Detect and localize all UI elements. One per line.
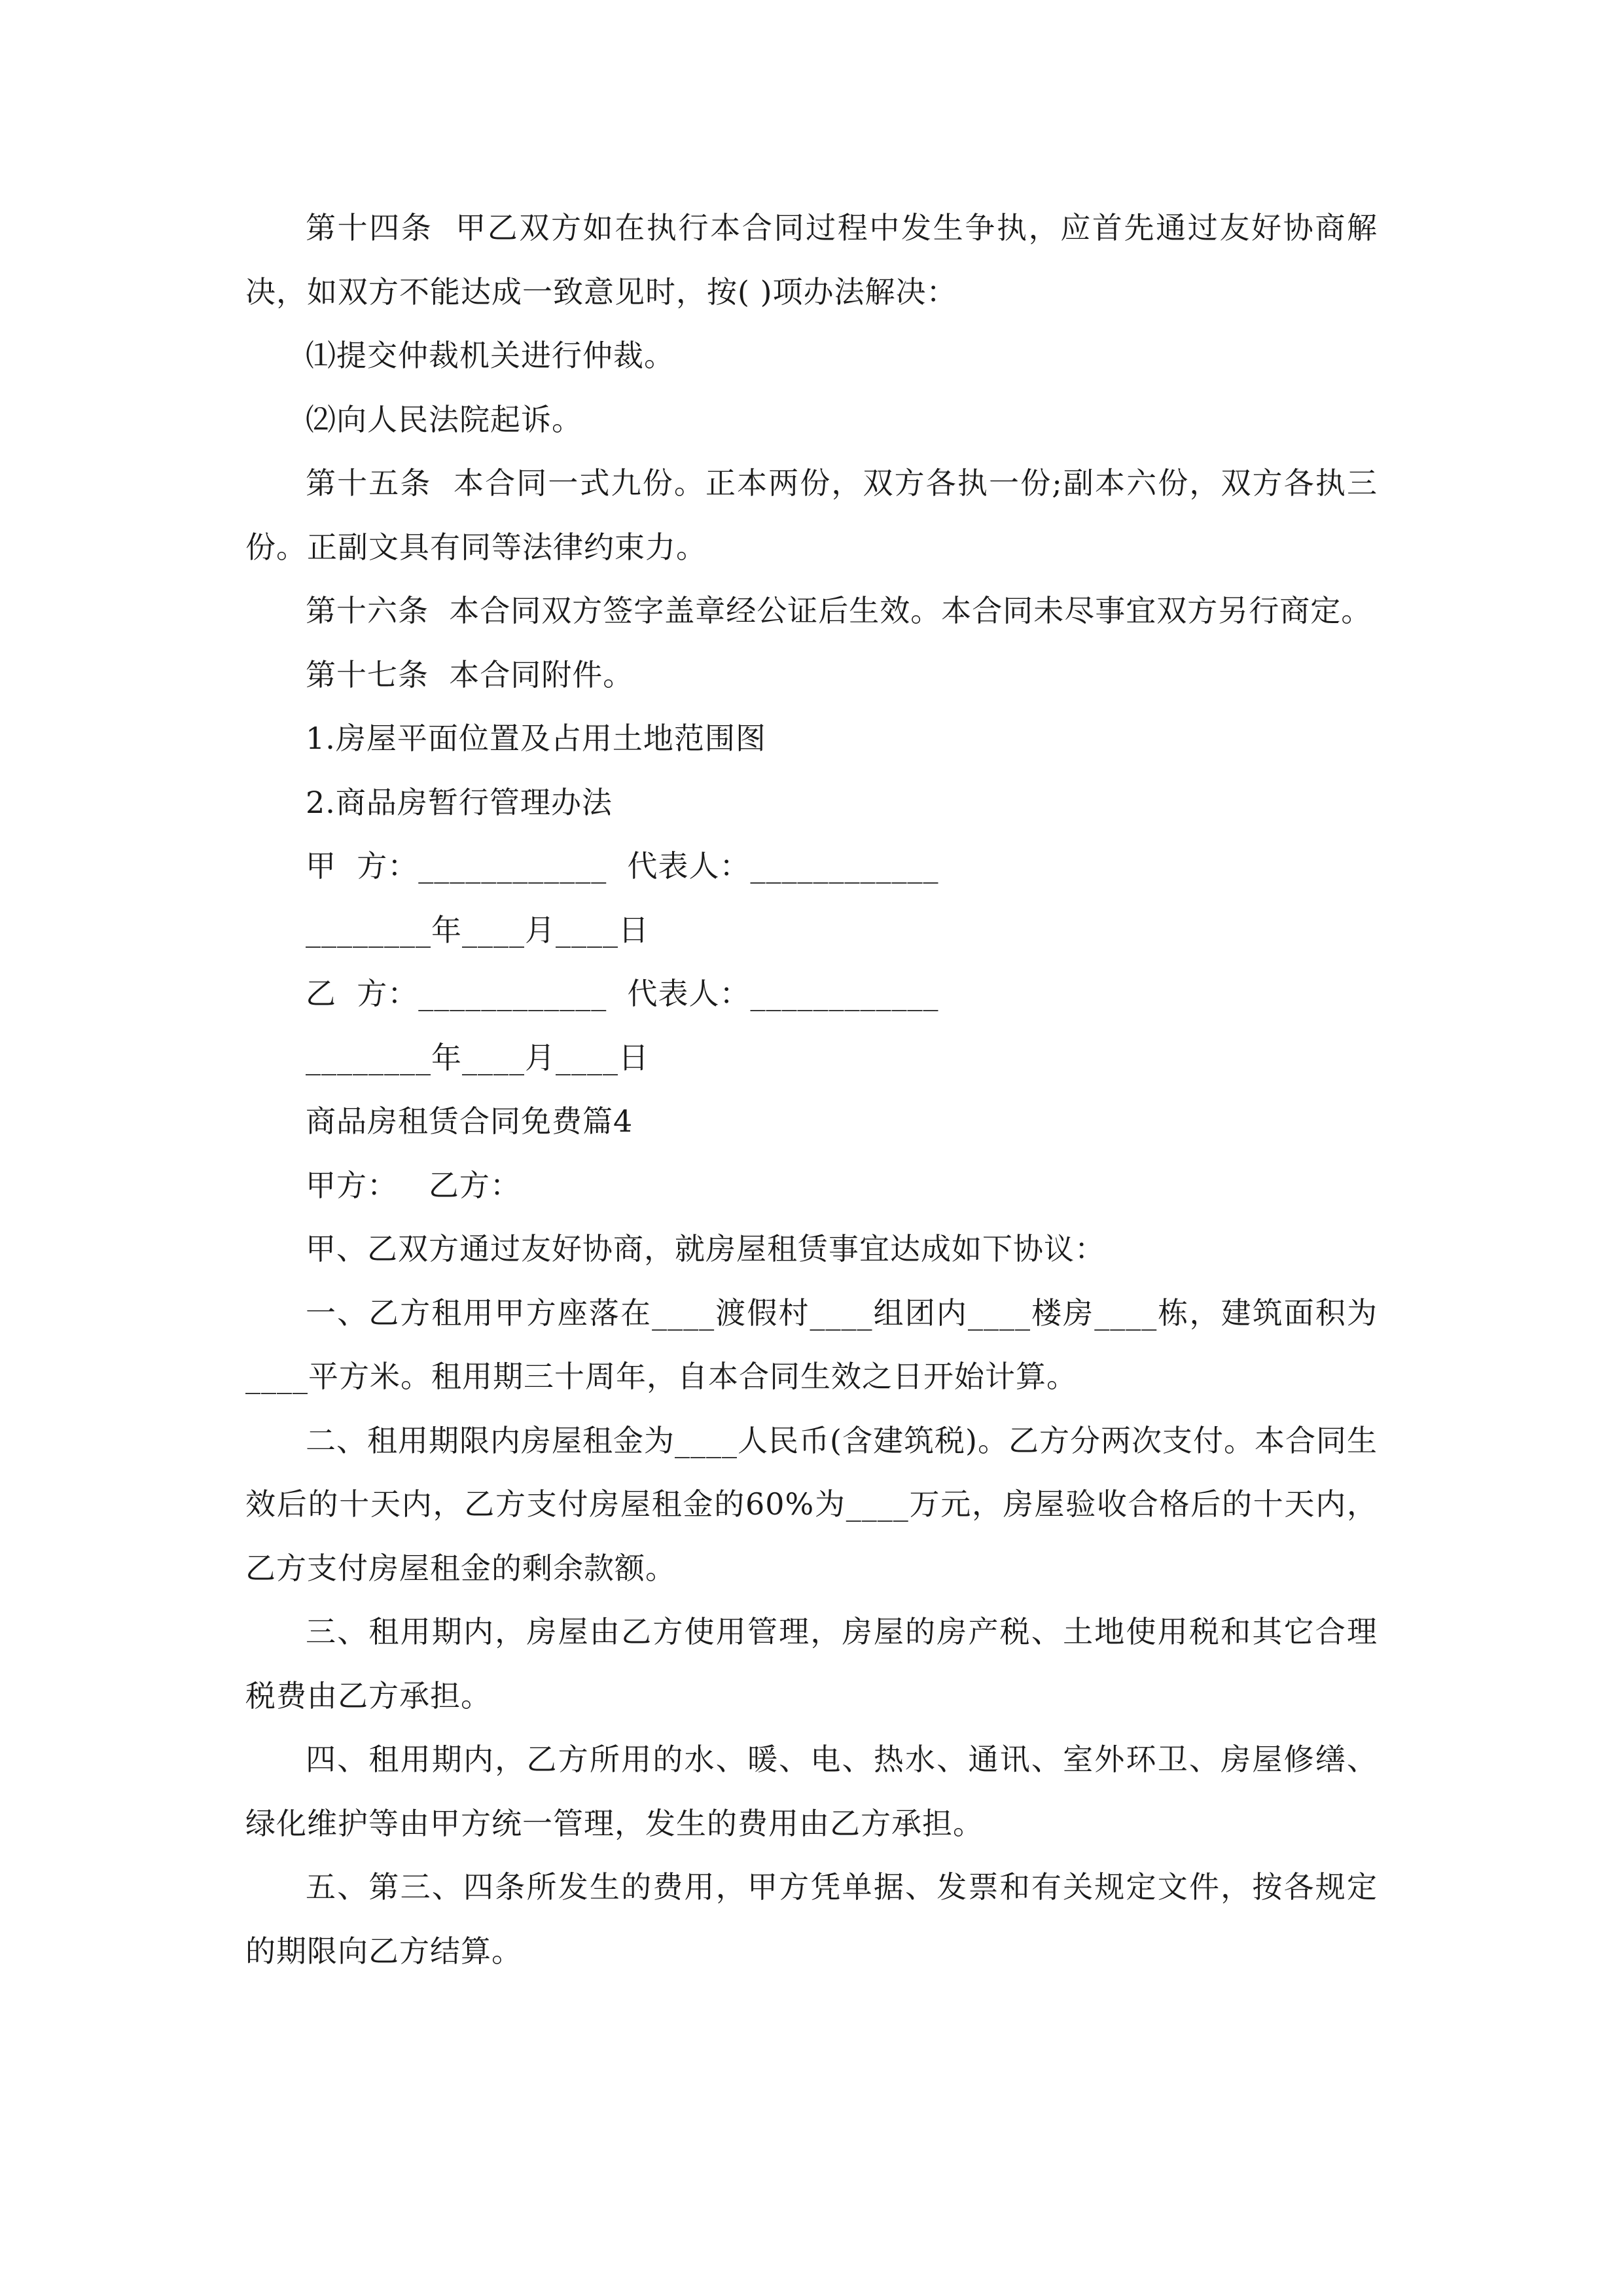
attachment-1: 1.房屋平面位置及占用土地范围图	[306, 721, 766, 756]
document-page	[245, 196, 1378, 1983]
article-5: 五、第三、四条所发生的费用，甲方凭单据、发票和有关规定文件，按各规定的期限向乙方结算。	[245, 1869, 1378, 1969]
agreement-intro: 甲、乙双方通过友好协商，就房屋租赁事宜达成如下协议：	[306, 1231, 1105, 1266]
party-b-signature-line: 乙 方：____________ 代表人：____________	[306, 976, 939, 1011]
article-3: 三、租用期内，房屋由乙方使用管理，房屋的房产税、土地使用税和其它合理税费由乙方承担。	[245, 1614, 1378, 1713]
article-4: 四、租用期内，乙方所用的水、暖、电、热水、通讯、室外环卫、房屋修缮、绿化维护等由甲方统一管理，发生的费用由乙方承担。	[245, 1742, 1378, 1841]
section-title: 商品房租赁合同免费篇4	[306, 1103, 633, 1139]
clause-15: 第十五条 本合同一式九份。正本两份，双方各执一份;副本六份，双方各执三份。正副文具有同等法律约束力。	[245, 465, 1378, 565]
option-arbitration: ⑴提交仲裁机关进行仲裁。	[306, 338, 675, 373]
clause-17: 第十七条 本合同附件。	[306, 656, 634, 692]
attachment-2: 2.商品房暂行管理办法	[306, 784, 613, 820]
party-b-date-line: ________年____月____日	[306, 1039, 649, 1075]
option-court: ⑵向人民法院起诉。	[306, 401, 582, 437]
party-a-date-line: ________年____月____日	[306, 912, 649, 948]
article-2: 二、租用期限内房屋租金为____人民币(含建筑税)。乙方分两次支付。本合同生效后的十天内，乙方支付房屋租金的60%为____万元，房屋验收合格后的十天内，乙方支付房屋租金的剩余款额。	[245, 1422, 1378, 1586]
clause-16: 第十六条 本合同双方签字盖章经公证后生效。本合同未尽事宜双方另行商定。	[306, 593, 1372, 628]
clause-14: 第十四条 甲乙双方如在执行本合同过程中发生争执，应首先通过友好协商解决，如双方不能达成一致意见时，按( )项办法解决：	[245, 210, 1378, 310]
party-a-signature-line: 甲 方：____________ 代表人：____________	[306, 848, 939, 884]
parties-line: 甲方： 乙方：	[306, 1167, 521, 1203]
article-1: 一、乙方租用甲方座落在____渡假村____组团内____楼房____栋，建筑面积为____平方米。租用期三十周年，自本合同生效之日开始计算。	[245, 1295, 1378, 1394]
